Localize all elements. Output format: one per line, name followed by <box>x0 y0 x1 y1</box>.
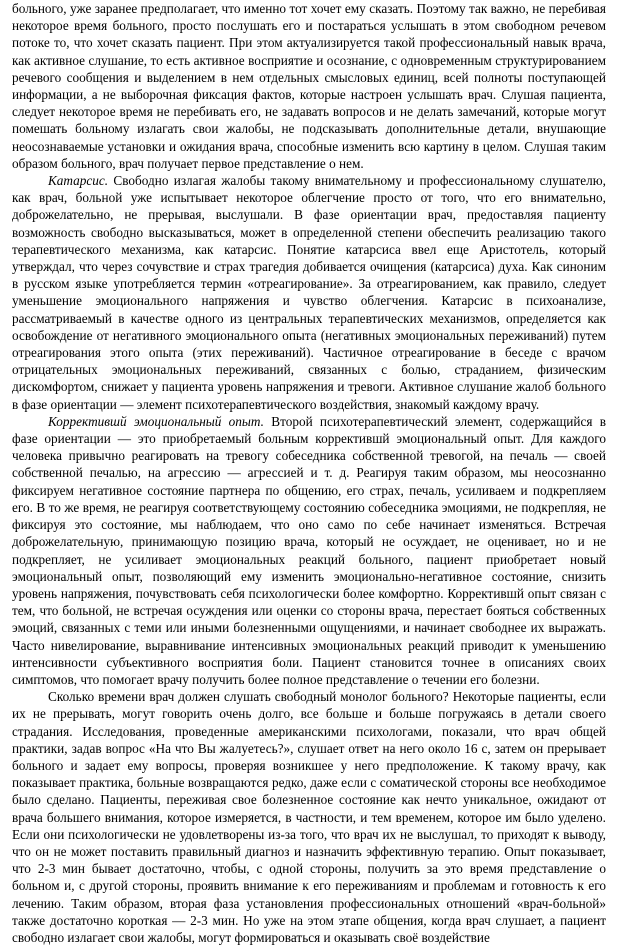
paragraph-corrective-experience <box>12 413 606 688</box>
paragraph-katharsis <box>12 172 606 413</box>
paragraph-katharsis-heading: Катарсис. <box>48 173 109 189</box>
paragraph-corrective-experience-text: Второй психотерапевтический элемент, содержащийся в фазе ориентации — это приобретаемый больным корректившй эмоциональный опыт. Для каждого человека привычно реагировать на тревогу собеседника собственной тревогой, на печаль — своей собственной печалью, на агрессию — агрессией и т. д. Реагируя таким образом, мы неосознанно фиксируем негативное состояние партнера по общению, его страх, печаль, усиливаем и подкрепляем его. В то же время, не реагируя соответствующему состоянию собеседника эмоциями, не подкрепляя, не фиксируя это состояние, мы наблюдаем, что оно само по себе начинает изменяться. Встречая доброжелательную, принимающую позицию врача, который не осуждает, не оценивает, но и не подкрепляет, не усиливает эмоциональных реакций больного, пациент приобретает новый эмоциональный опыт, позволяющий ему изменить эмоционально-негативное состояние, снизить уровень напряжения, почувствовать себя психологически более комфортно. Корректившй опыт связан с тем, что больной, не встречая осуждения или оценки со стороны врача, перестает бояться собственных эмоций, связанных с теми или иными болезненными ощущениями, и начинает свободнее их выражать. Часто нивелирование, выравнивание интенсивных эмоциональных реакций приводит к уменьшению интенсивности субъективного восприятия боли. Пациент становится точнее в описаниях своих симптомов, что помогает врачу получить более полное представление о течении его болезни. <box>12 413 606 687</box>
paragraph-katharsis-text: Свободно излагая жалобы такому внимательному и профессиональному слушателю, как врач, больной уже испытывает некоторое облегчение просто от того, что его внимательно, доброжелательно, не прерывая, выслушали. В фазе ориентации врач, предоставляя пациенту возможность свободно высказываться, может в определенной степени обеспечить реализацию такого терапевтического механизма, как катарсис. Понятие катарсиса ввел еще Аристотель, который утверждал, что через сочувствие и страх трагедия добивается очищения (катарсиса) духа. Как синоним в русском языке употребляется термин «отреагирование». За отреагированием, как правило, следует уменьшение эмоционального напряжения и чувство облегчения. Катарсис в психоанализе, рассматриваемый в качестве одного из центральных терапевтических механизмов, определяется как освобождение от негативного эмоционального опыта (негативных эмоциональных переживаний) путем отреагирования этого опыта (этих переживаний). Частичное отреагирование в беседе с врачом отрицательных эмоциональных переживаний, связанных с болью, страданием, физическим дискомфортом, снижает у пациента уровень напряжения и тревоги. Активное слушание жалоб больного в фазе ориентации — элемент психотерапевтического воздействия, знакомый каждому врачу. <box>12 173 606 412</box>
paragraph-corrective-experience-heading: Корректившй эмоциональный опыт. <box>48 413 264 429</box>
paragraph-listening-time-text: Сколько времени врач должен слушать свободный монолог больного? Некоторые пациенты, если их не прерывать, могут говорить очень долго, все больше и больше погружаясь в детали своего страдания. Исследования, проведенные американскими психологами, показали, что врач общей практики, задав вопрос «На что Вы жалуетесь?», слушает ответ на него около 16 с, затем он прерывает больного и задает ему вопросы, проверяя возникшее у него предположение. К такому врачу, как показывает практика, больные возвращаются редко, даже если с соматической стороны все необходимое было сделано. Пациенты, переживая свое болезненное состояние как нечто уникальное, ожидают от врача большего внимания, которое измеряется, в частности, и тем временем, которое им было уделено. Если они психологически не удовлетворены из-за того, что врач их не выслушал, то приходят к выводу, что он не может поставить правильный диагноз и назначить эффективную терапию. Опыт показывает, что 2-3 мин бывает достаточно, чтобы, с одной стороны, получить за это время представление о больном и, с другой стороны, проявить внимание к его переживаниям и проблемам и готовность к его лечению. Таким образом, вторая фаза установления профессиональных отношений «врач-больной» также достаточно короткая — 2-3 мин. Но уже на этом этапе общения, когда врач слушает, а пациент свободно излагает свои жалобы, могут формироваться и оказывать своё воздействие <box>12 689 606 945</box>
paragraph-1 <box>12 0 606 172</box>
paragraph-listening-time <box>12 688 606 946</box>
paragraph-1-text: больного, уже заранее предполагает, что именно тот хочет ему сказать. Поэтому так важно, не перебивая некоторое время больного, просто послушать его и постараться услышать в этом свободном речевом потоке то, что хочет сказать пациент. При этом актуализируется такой профессиональный навык врача, как активное слушание, то есть активное восприятие и осознание, с одновременным структурированием речевого сообщения и выделением в нем отдельных смысловых единиц, всей полноты поступающей информации, а не выборочная фиксация фактов, которые настроен услышать врач. Слушая пациента, следует некоторое время не перебивать его, не задавать вопросов и не делать замечаний, которые могут помешать больному излагать свои жалобы, не подсказывать дополнительные детали, внушающие неосознаваемые установки и ожидания врача, способные изменить всю картину в целом. Слушая таким образом больного, врач получает первое представление о нем. <box>12 1 606 171</box>
